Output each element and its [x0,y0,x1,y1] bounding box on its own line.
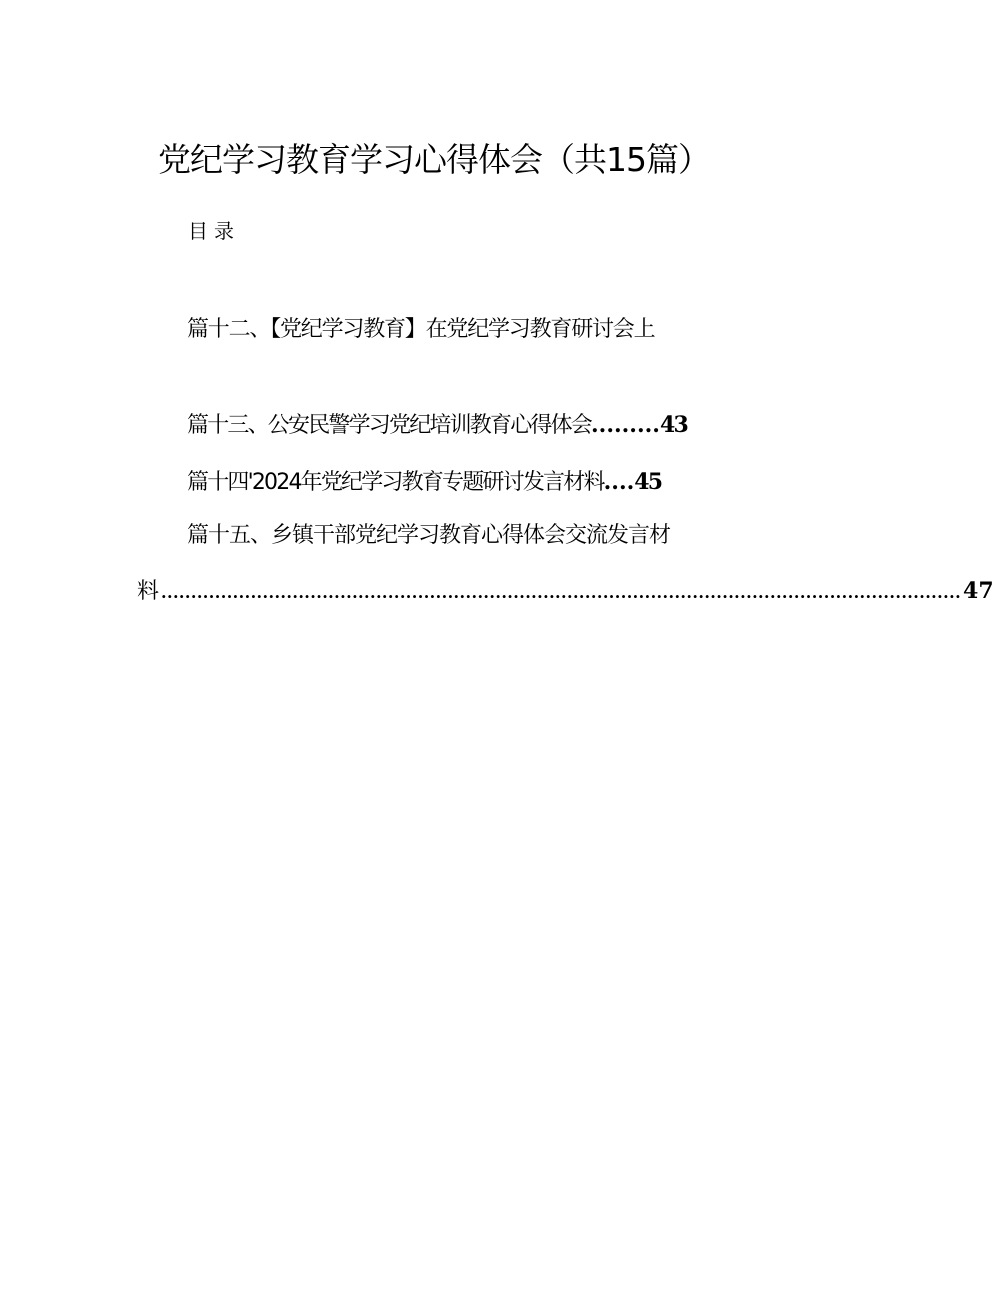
toc-entry-text: 篇十三、公安民警学习党纪培训教育心得体会 [187,413,592,438]
toc-entry[interactable] [187,409,687,442]
toc-entry-text: 篇十四'2024年党纪学习教育专题研讨发言材料 [187,470,604,495]
toc-leader-dots: ...................................................................................................................................... [161,583,962,602]
toc-page-number: 47 [963,578,994,604]
toc-page-number: 43 [659,412,687,438]
document-title: 党纪学习教育学习心得体会（共15篇） [158,140,710,179]
toc-heading: 目录 [188,219,240,243]
toc-page-number: 45 [634,469,662,495]
toc-entry[interactable] [187,520,670,552]
toc-leader-dots: .... [603,469,635,495]
toc-entry-text: 篇十二、【党纪学习教育】在党纪学习教育研讨会上 [187,317,655,342]
toc-leader-dots: ......... [591,412,660,438]
toc-entry-continuation[interactable] [137,575,994,609]
toc-entry[interactable] [187,314,654,346]
toc-entry-text-continued: 料 [137,579,160,604]
toc-entry-text: 篇十五、乡镇干部党纪学习教育心得体会交流发言材 [187,523,671,548]
toc-entry[interactable] [187,466,661,499]
